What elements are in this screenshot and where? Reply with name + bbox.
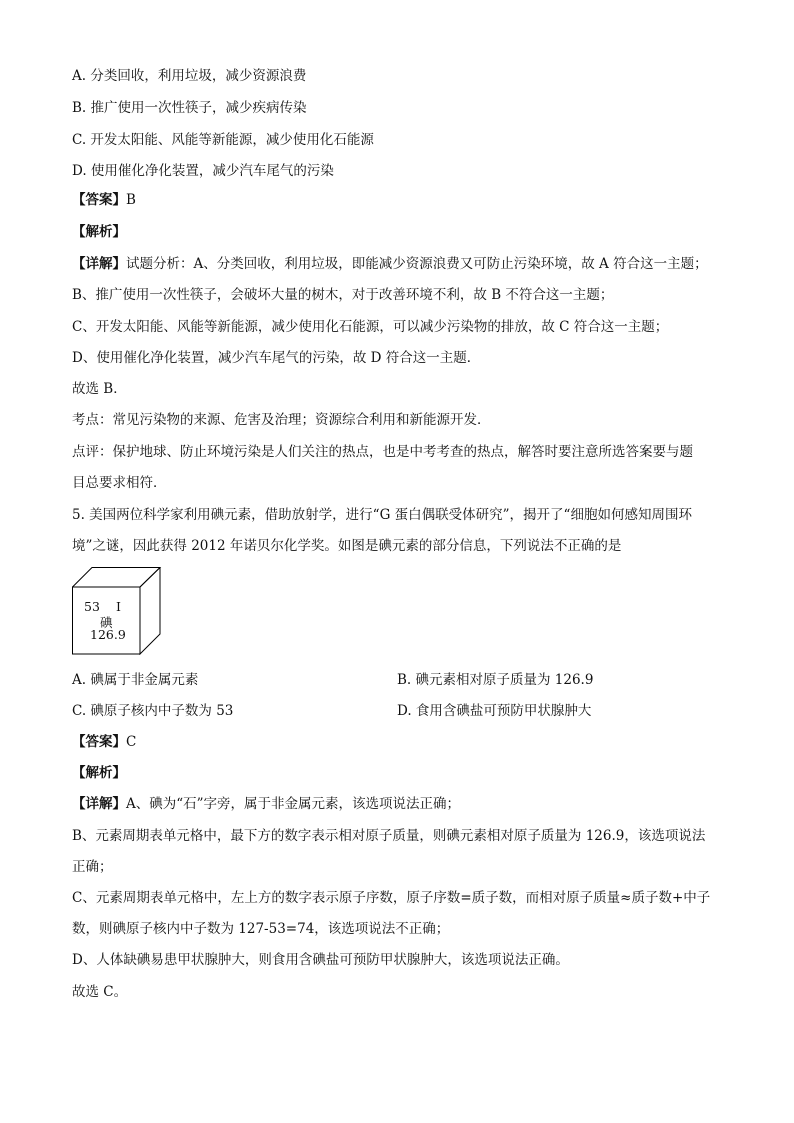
detail-tag: 【详解】 [72,796,126,812]
q4-answer [72,190,136,210]
q5-detail-line1 [72,794,460,814]
detail-tag: 【详解】 [72,256,126,272]
detail-text: 试题分析：A、分类回收，利用垃圾，即能减少资源浪费又可防止污染环境，故 A 符合这一主题； [126,256,708,272]
q5-option-a: A. 碘属于非金属元素 [72,672,199,688]
q5-option-d: D. 食用含碘盐可预防甲状腺肿大 [397,703,592,719]
iodine-element-tile [72,567,162,655]
q5-stem-line2: 境”之谜，因此获得 2012 年诺贝尔化学奖。如图是碘元素的部分信息，下列说法不正确的是 [72,538,622,554]
q5-conclusion: 故选 C。 [72,984,128,1000]
q5-option-b: B. 碘元素相对原子质量为 126.9 [397,672,594,688]
q4-analysis-tag: 【解析】 [72,224,126,240]
tile-name: 碘 [100,615,113,630]
q4-conclusion: 故选 B． [72,381,127,397]
q5-answer [72,732,136,752]
q5-option-c: C. 碘原子核内中子数为 53 [72,703,234,719]
q4-option-a: A. 分类回收，利用垃圾，减少资源浪费 [72,68,307,84]
q4-dianping-line1: 点评：保护地球、防止环境污染是人们关注的热点，也是中考考查的热点，解答时要注意所选答案要与题 [72,444,693,460]
q4-option-d: D. 使用催化净化装置，减少汽车尾气的污染 [72,163,334,179]
q5-detail-line3: 正确； [72,859,113,875]
answer-value: B [126,192,136,208]
q5-detail-line4: C、元素周期表单元格中，左上方的数字表示原子序数，原子序数=质子数，而相对原子质量≈质子数+中子 [72,890,711,906]
q4-detail-line2: B、推广使用一次性筷子，会破坏大量的树木，对于改善环境不利，故 B 不符合这一主题； [72,287,614,303]
q5-detail-line2: B、元素周期表单元格中，最下方的数字表示相对原子质量，则碘元素相对原子质量为 126.9，该选项说法 [72,828,706,844]
tile-symbol: I [116,599,121,614]
q5-detail-line5: 数，则碘原子核内中子数为 127-53=74，该选项说法不正确； [72,921,450,937]
q5-detail-line6: D、人体缺碘易患甲状腺肿大，则食用含碘盐可预防甲状腺肿大，该选项说法正确。 [72,952,569,968]
q4-detail-line1 [72,254,708,274]
tile-atomic-number: 53 [84,599,100,614]
q5-analysis-tag: 【解析】 [72,765,126,781]
tile-mass: 126.9 [90,627,126,642]
answer-tag: 【答案】 [72,192,126,208]
answer-tag: 【答案】 [72,734,126,750]
q4-detail-line3: C、开发太阳能、风能等新能源，减少使用化石能源，可以减少污染物的排放，故 C 符合这一主题； [72,319,669,335]
q4-kaodian: 考点：常见污染物的来源、危害及治理；资源综合利用和新能源开发． [72,412,491,428]
q4-option-b: B. 推广使用一次性筷子，减少疾病传染 [72,100,307,116]
q4-dianping-line2: 目总要求相符． [72,475,167,491]
q5-stem-line1: 5. 美国两位科学家利用碘元素，借助放射学，进行“G 蛋白偶联受体研究”，揭开了“细胞如何感知周围环 [72,507,692,523]
answer-value: C [126,734,137,750]
q4-detail-line4: D、使用催化净化装置，减少汽车尾气的污染，故 D 符合这一主题． [72,350,481,366]
q4-option-c: C. 开发太阳能、风能等新能源，减少使用化石能源 [72,132,374,148]
detail-text: A、碘为“石”字旁，属于非金属元素，该选项说法正确； [126,796,461,812]
